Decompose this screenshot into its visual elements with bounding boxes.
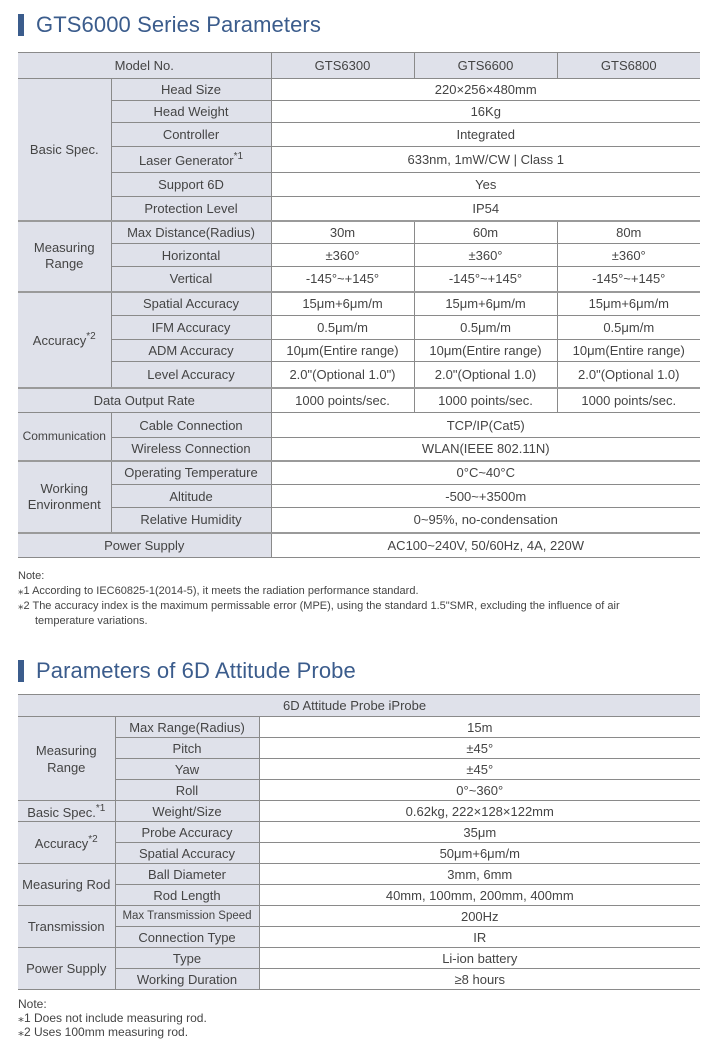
note-item-continuation: temperature variations. — [35, 615, 148, 627]
table-row — [18, 388, 700, 413]
row-label: Ball Diameter — [115, 864, 259, 885]
row-label: ADM Accuracy — [111, 340, 271, 362]
row-value: Li-ion battery — [259, 948, 700, 969]
group-measuring-rod: Measuring Rod — [18, 864, 115, 906]
note-item: ⁎1 According to IEC60825-1(2014-5), it meets the radiation performance standard. — [18, 585, 419, 597]
table-row — [18, 906, 700, 927]
group-data-output-rate: Data Output Rate — [18, 388, 271, 413]
row-value: -145°~+145° — [414, 267, 557, 292]
group-accuracy: Accuracy$^{*2}$ — [18, 292, 111, 388]
group-working-environment: Working Environment — [18, 461, 111, 533]
table-row — [18, 244, 700, 267]
note-item: ⁎1 Does not include measuring rod. — [18, 1011, 207, 1025]
table-row — [18, 292, 700, 316]
table-row — [18, 885, 700, 906]
row-value: 10μm(Entire range) — [557, 340, 700, 362]
row-value: 0~95%, no-condensation — [271, 508, 700, 533]
row-value: 200Hz — [259, 906, 700, 927]
section2-notes — [18, 997, 207, 1039]
table-row — [18, 316, 700, 340]
table-row — [18, 362, 700, 388]
row-label: Operating Temperature — [111, 461, 271, 485]
row-value: 2.0"(Optional 1.0") — [271, 362, 414, 388]
group-measuring-range: Measuring Range — [18, 717, 115, 801]
row-label: Max Distance(Radius) — [111, 221, 271, 244]
model-gts6800: GTS6800 — [557, 53, 700, 79]
group-transmission: Transmission — [18, 906, 115, 948]
note-item: ⁎2 The accuracy index is the maximum permissable error (MPE), using the standard 1.5"SMR, excluding the influence of air — [18, 600, 620, 612]
section2-title: Parameters of 6D Attitude Probe — [36, 658, 356, 683]
row-label: Type — [115, 948, 259, 969]
row-value: 0.5μm/m — [557, 316, 700, 340]
table-row — [18, 221, 700, 244]
table-row — [18, 197, 700, 221]
row-label: Relative Humidity — [111, 508, 271, 533]
row-label: Protection Level — [111, 197, 271, 221]
row-value: 50μm+6μm/m — [259, 843, 700, 864]
attitude-probe-table — [18, 694, 700, 990]
section1-notes — [18, 569, 620, 629]
table-row — [18, 864, 700, 885]
row-label: Yaw — [115, 759, 259, 780]
row-value: 1000 points/sec. — [557, 388, 700, 413]
footnote-marker: *2 — [86, 331, 96, 342]
row-value: 0.5μm/m — [414, 316, 557, 340]
group-accuracy: Accuracy$^{*2}$ — [18, 822, 115, 864]
section1-title: GTS6000 Series Parameters — [36, 12, 321, 37]
row-value: 10μm(Entire range) — [271, 340, 414, 362]
row-label: Spatial Accuracy — [111, 292, 271, 316]
row-label: Horizontal — [111, 244, 271, 267]
table-row — [18, 927, 700, 948]
section1-heading — [18, 12, 321, 38]
row-value: 1000 points/sec. — [271, 388, 414, 413]
group-communication: Communication — [18, 413, 111, 461]
row-label: Wireless Connection — [111, 438, 271, 461]
row-value: 80m — [557, 221, 700, 244]
heading-accent-bar — [18, 14, 24, 36]
row-value: 0°~360° — [259, 780, 700, 801]
row-value: 40mm, 100mm, 200mm, 400mm — [259, 885, 700, 906]
table-row — [18, 969, 700, 990]
row-value: 0.62kg, 222×128×122mm — [259, 801, 700, 822]
table-header-row — [18, 695, 700, 717]
row-value: 30m — [271, 221, 414, 244]
table-row — [18, 438, 700, 461]
table-row — [18, 948, 700, 969]
table-row — [18, 822, 700, 843]
table-row — [18, 173, 700, 197]
model-gts6300: GTS6300 — [271, 53, 414, 79]
row-label: Head Size — [111, 79, 271, 101]
table-row — [18, 485, 700, 508]
row-label: Head Weight — [111, 101, 271, 123]
row-label: Roll — [115, 780, 259, 801]
row-label: Controller — [111, 123, 271, 147]
note-title: Note: — [18, 997, 47, 1011]
row-label: Max Range(Radius) — [115, 717, 259, 738]
row-label: Pitch — [115, 738, 259, 759]
row-value: 1000 points/sec. — [414, 388, 557, 413]
table-row — [18, 413, 700, 438]
note-item: ⁎2 Uses 100mm measuring rod. — [18, 1025, 189, 1039]
table-row — [18, 717, 700, 738]
row-value: 0.5μm/m — [271, 316, 414, 340]
row-label: Level Accuracy — [111, 362, 271, 388]
row-value: -145°~+145° — [557, 267, 700, 292]
row-value: 10μm(Entire range) — [414, 340, 557, 362]
group-power-supply: Power Supply — [18, 533, 271, 558]
table-row — [18, 123, 700, 147]
row-value: 15m — [259, 717, 700, 738]
row-value: ±45° — [259, 759, 700, 780]
row-label: Connection Type — [115, 927, 259, 948]
row-label: Working Duration — [115, 969, 259, 990]
row-value: 2.0"(Optional 1.0) — [414, 362, 557, 388]
row-value: TCP/IP(Cat5) — [271, 413, 700, 438]
row-label: Rod Length — [115, 885, 259, 906]
group-basic-spec: Basic Spec. — [18, 79, 111, 221]
row-label: Spatial Accuracy — [115, 843, 259, 864]
footnote-marker: *1 — [233, 151, 244, 162]
table-row — [18, 533, 700, 558]
heading-accent-bar — [18, 660, 24, 682]
table-row — [18, 340, 700, 362]
group-basic-spec: Basic Spec.$^{*1}$ — [18, 801, 115, 822]
row-label: Cable Connection — [111, 413, 271, 438]
row-value: 16Kg — [271, 101, 700, 123]
probe-header: 6D Attitude Probe iProbe — [18, 695, 700, 717]
row-value: AC100~240V, 50/60Hz, 4A, 220W — [271, 533, 700, 558]
section2-heading — [18, 658, 356, 684]
row-value: 3mm, 6mm — [259, 864, 700, 885]
row-label: Max Transmission Speed — [115, 906, 259, 927]
row-value: -500~+3500m — [271, 485, 700, 508]
row-value: ±360° — [271, 244, 414, 267]
row-value: ≥8 hours — [259, 969, 700, 990]
row-value: IP54 — [271, 197, 700, 221]
row-label: Weight/Size — [115, 801, 259, 822]
row-value: IR — [259, 927, 700, 948]
row-value: ±45° — [259, 738, 700, 759]
group-power-supply: Power Supply — [18, 948, 115, 990]
row-value: 35μm — [259, 822, 700, 843]
row-value: Integrated — [271, 123, 700, 147]
row-value: 633nm, 1mW/CW | Class 1 — [271, 147, 700, 173]
row-value: 60m — [414, 221, 557, 244]
row-value: Yes — [271, 173, 700, 197]
table-row — [18, 101, 700, 123]
row-value: 15μm+6μm/m — [414, 292, 557, 316]
row-value: 15μm+6μm/m — [271, 292, 414, 316]
table-row — [18, 508, 700, 533]
table-row — [18, 147, 700, 173]
row-label: Probe Accuracy — [115, 822, 259, 843]
table-row — [18, 801, 700, 822]
row-label: Altitude — [111, 485, 271, 508]
row-value: ±360° — [557, 244, 700, 267]
gts6000-params-table — [18, 52, 700, 558]
model-no-label: Model No. — [18, 53, 271, 79]
table-row — [18, 267, 700, 292]
row-value: -145°~+145° — [271, 267, 414, 292]
note-title: Note: — [18, 570, 45, 582]
table-row — [18, 780, 700, 801]
row-label: IFM Accuracy — [111, 316, 271, 340]
footnote-marker: *1 — [95, 802, 106, 814]
group-measuring-range: Measuring Range — [18, 221, 111, 292]
row-value: 0°C~40°C — [271, 461, 700, 485]
row-value: 15μm+6μm/m — [557, 292, 700, 316]
footnote-marker: *2 — [88, 834, 98, 845]
row-label: Laser Generator$^{*1}$ — [111, 147, 271, 173]
table-row — [18, 461, 700, 485]
row-value: WLAN(IEEE 802.11N) — [271, 438, 700, 461]
table-row — [18, 738, 700, 759]
row-value: 2.0"(Optional 1.0) — [557, 362, 700, 388]
table-header-row — [18, 53, 700, 79]
row-label: Vertical — [111, 267, 271, 292]
row-value: ±360° — [414, 244, 557, 267]
table-row — [18, 843, 700, 864]
table-row — [18, 79, 700, 101]
model-gts6600: GTS6600 — [414, 53, 557, 79]
row-value: 220×256×480mm — [271, 79, 700, 101]
table-row — [18, 759, 700, 780]
row-label: Support 6D — [111, 173, 271, 197]
